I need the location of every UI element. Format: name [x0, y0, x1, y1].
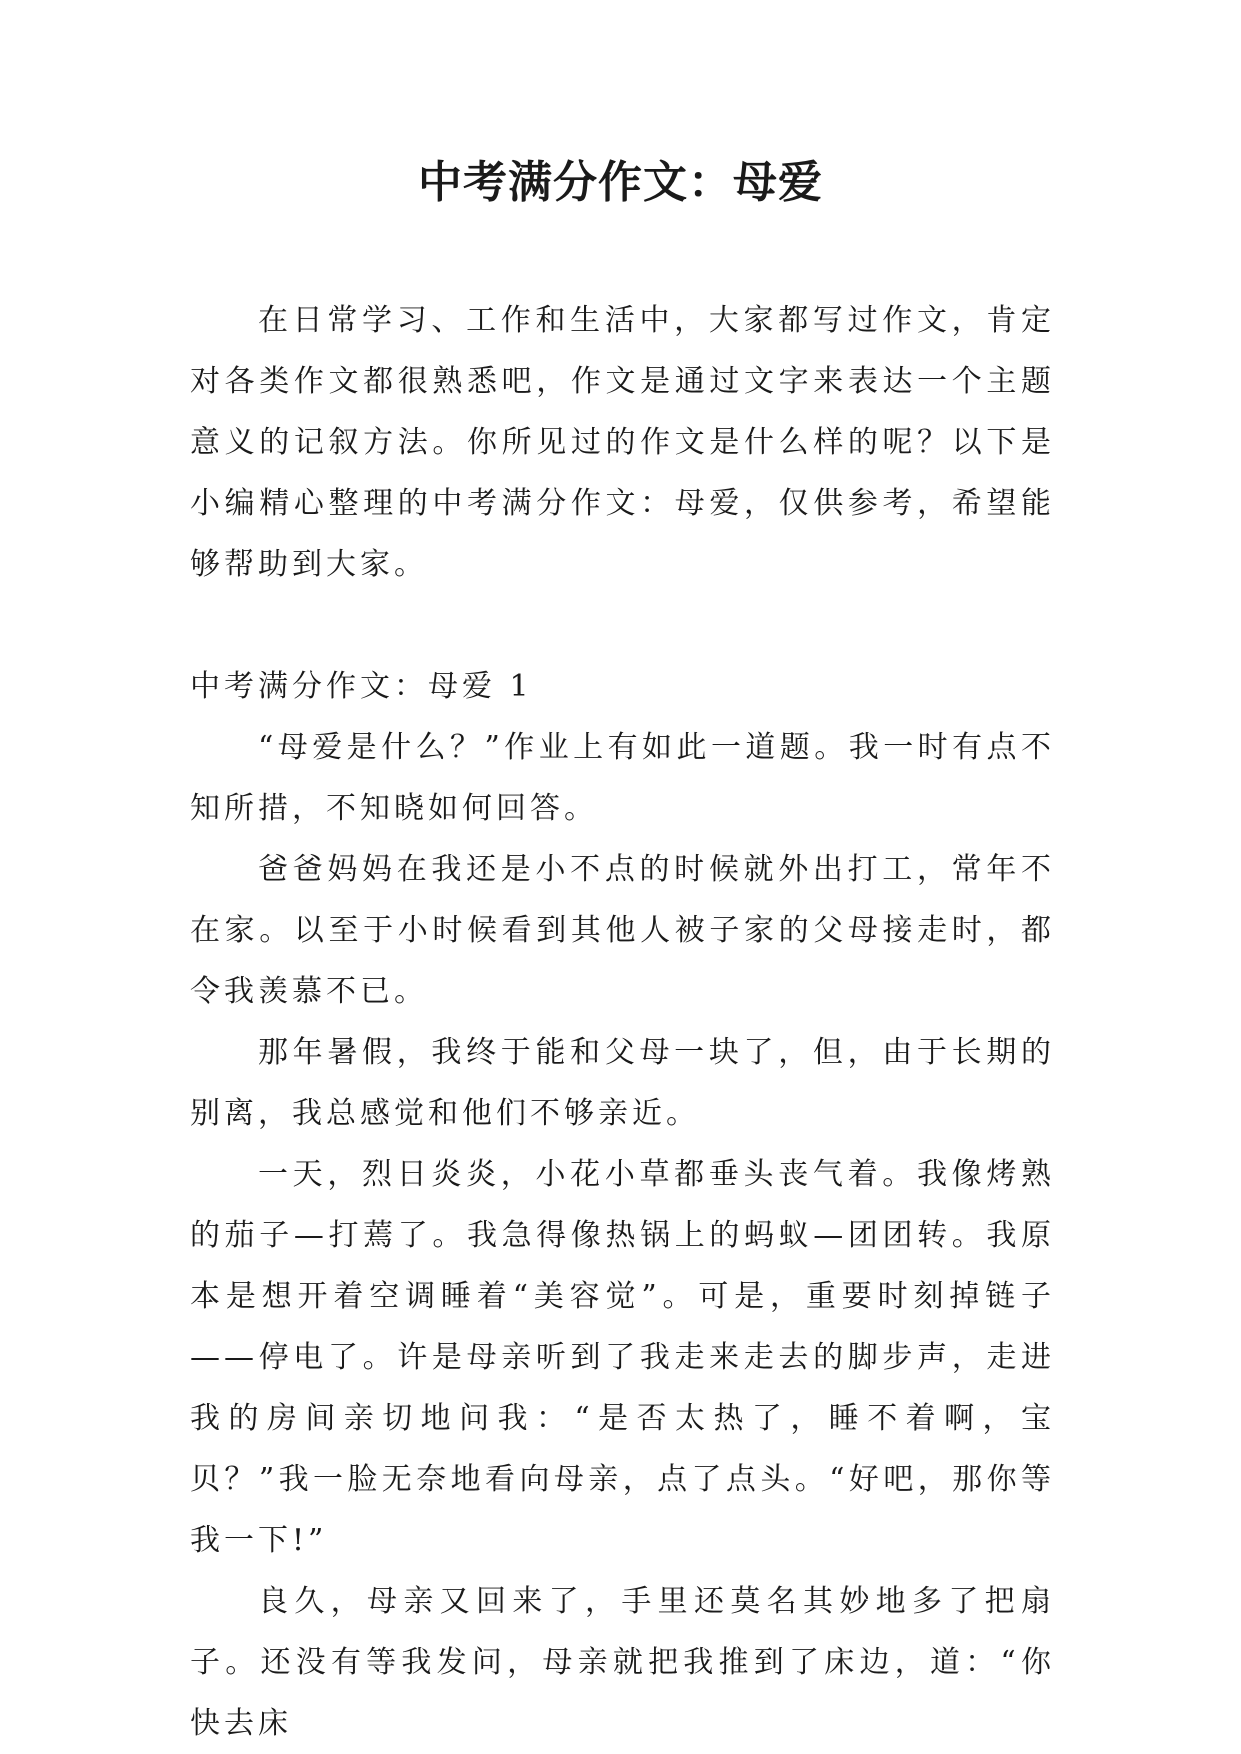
body-paragraph-3: 那年暑假，我终于能和父母一块了，但，由于长期的别离，我总感觉和他们不够亲近。	[190, 1035, 1055, 1131]
document-body	[190, 290, 1055, 1754]
body-paragraph-2: 爸爸妈妈在我还是小不点的时候就外出打工，常年不在家。以至于小时候看到其他人被子家的父母接走时，都令我羡慕不已。	[190, 852, 1055, 1009]
paragraph-gap	[190, 595, 1055, 656]
intro-paragraph: 在日常学习、工作和生活中，大家都写过作文，肯定对各类作文都很熟悉吧，作文是通过文字来表达一个主题意义的记叙方法。你所见过的作文是什么样的呢？以下是小编精心整理的中考满分作文：母爱，仅供参考，希望能够帮助到大家。	[190, 303, 1055, 582]
body-paragraph-5: 良久，母亲又回来了，手里还莫名其妙地多了把扇子。还没有等我发问，母亲就把我推到了床边，道：“你快去床	[190, 1584, 1055, 1741]
section-heading: 中考满分作文：母爱 1	[190, 669, 533, 704]
body-paragraph-1: “母爱是什么？”作业上有如此一道题。我一时有点不知所措，不知晓如何回答。	[190, 730, 1055, 826]
body-paragraph-4: 一天，烈日炎炎，小花小草都垂头丧气着。我像烤熟的茄子—打蔫了。我急得像热锅上的蚂蚁—团团转。我原本是想开着空调睡着“美容觉”。可是，重要时刻掉链子——停电了。许是母亲听到了我走来走去的脚步声，走进我的房间亲切地问我：“是否太热了，睡不着啊，宝贝？”我一脸无奈地看向母亲，点了点头。“好吧，那你等我一下!”	[190, 1157, 1055, 1558]
document-title: 中考满分作文：母爱	[418, 157, 823, 208]
